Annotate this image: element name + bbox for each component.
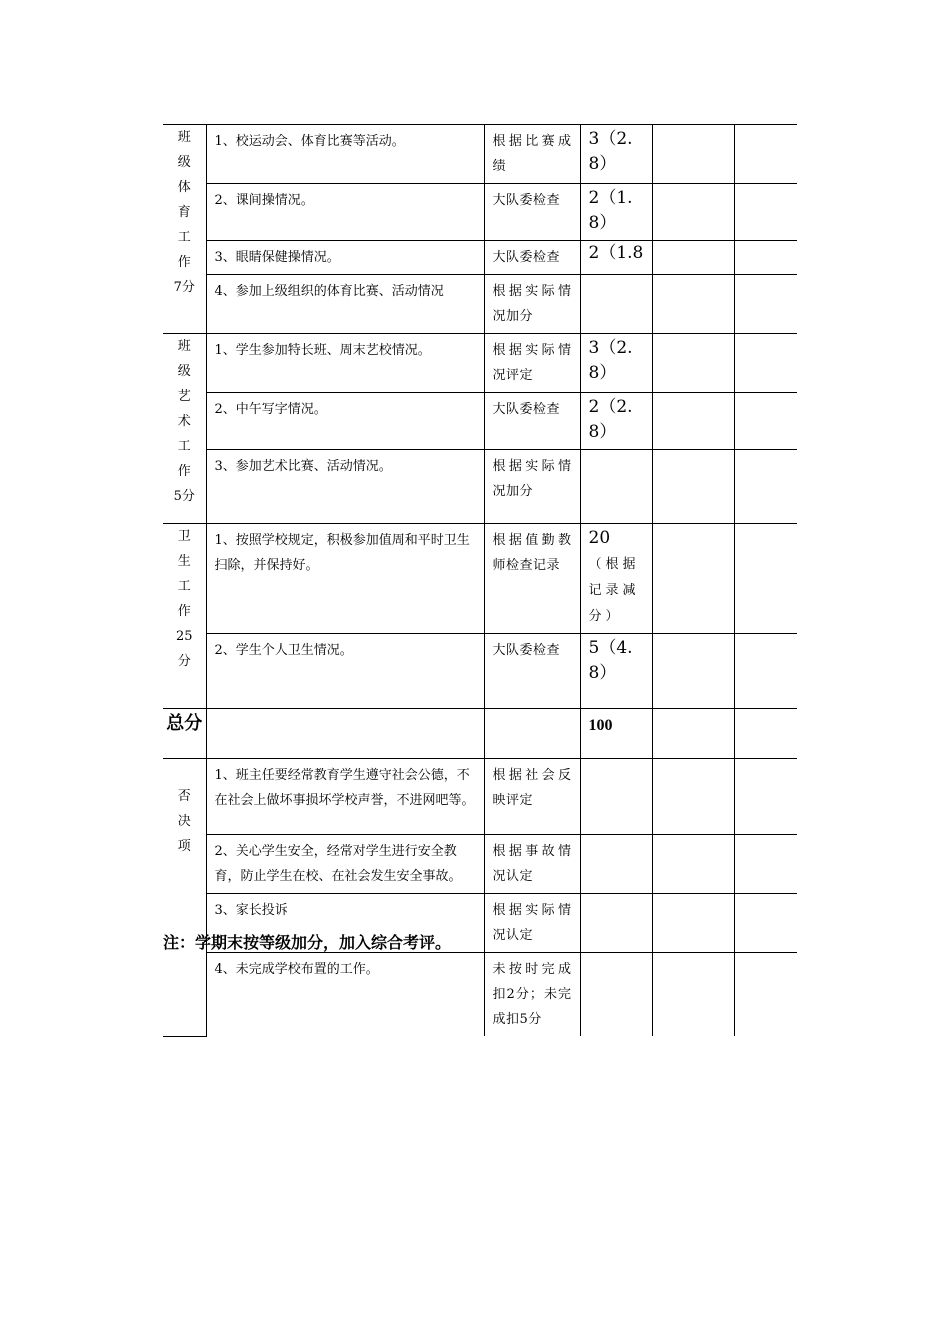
table-row bbox=[163, 450, 797, 524]
table-row bbox=[163, 709, 797, 759]
score-text: 2（2.8） bbox=[580, 393, 652, 450]
method-text: 根据实际情况认定 bbox=[484, 894, 580, 953]
method-text: 大队委检查 bbox=[484, 241, 580, 275]
blank-cell bbox=[580, 835, 652, 894]
method-text: 根据比赛成绩 bbox=[484, 125, 580, 184]
item-text: 2、关心学生安全，经常对学生进行安全教育，防止学生在校、在社会发生安全事故。 bbox=[206, 835, 484, 894]
blank-cell bbox=[734, 334, 797, 393]
blank-cell bbox=[734, 393, 797, 450]
blank-cell bbox=[734, 450, 797, 524]
item-text: 3、参加艺术比赛、活动情况。 bbox=[206, 450, 484, 524]
blank-cell bbox=[734, 894, 797, 953]
table-row bbox=[163, 241, 797, 275]
blank-cell bbox=[652, 953, 734, 1037]
method-text: 根据社会反映评定 bbox=[484, 759, 580, 835]
blank-cell bbox=[734, 709, 797, 759]
blank-cell bbox=[734, 953, 797, 1037]
item-text: 1、学生参加特长班、周末艺校情况。 bbox=[206, 334, 484, 393]
method-text: 未按时完成扣2分；未完成扣5分 bbox=[484, 953, 580, 1037]
score-text: 5（4.8） bbox=[580, 634, 652, 709]
blank-cell bbox=[652, 835, 734, 894]
table-row bbox=[163, 334, 797, 393]
score-cell bbox=[580, 524, 652, 634]
blank-cell bbox=[652, 450, 734, 524]
table-row bbox=[163, 275, 797, 334]
score-note: （根据记录减分） bbox=[588, 557, 640, 624]
blank-cell bbox=[580, 759, 652, 835]
table-row bbox=[163, 184, 797, 241]
item-text: 2、课间操情况。 bbox=[206, 184, 484, 241]
score-text bbox=[580, 275, 652, 334]
method-text: 根据实际情况加分 bbox=[484, 275, 580, 334]
footnote: 注：学期末按等级加分，加入综合考评。 bbox=[163, 933, 452, 952]
score-text: 2（1.8） bbox=[580, 184, 652, 241]
blank-cell bbox=[652, 184, 734, 241]
total-score: 100 bbox=[580, 709, 652, 759]
score-text: 2（1.8 bbox=[580, 241, 652, 275]
item-text: 1、校运动会、体育比赛等活动。 bbox=[206, 125, 484, 184]
item-text: 4、未完成学校布置的工作。 bbox=[206, 953, 484, 1037]
method-text: 根据值勤教师检查记录 bbox=[484, 524, 580, 634]
blank-cell bbox=[652, 241, 734, 275]
table-row bbox=[163, 524, 797, 634]
score-main: 20 bbox=[588, 528, 611, 548]
blank-cell bbox=[734, 634, 797, 709]
method-text: 根据实际情况评定 bbox=[484, 334, 580, 393]
blank-cell bbox=[734, 524, 797, 634]
item-text: 2、中午写字情况。 bbox=[206, 393, 484, 450]
table-row bbox=[163, 125, 797, 184]
item-text: 3、家长投诉 bbox=[206, 894, 484, 953]
category-hygiene: 卫 生 工 作 25 分 bbox=[163, 524, 206, 709]
blank-cell bbox=[652, 894, 734, 953]
method-text: 大队委检查 bbox=[484, 184, 580, 241]
method-text: 大队委检查 bbox=[484, 393, 580, 450]
total-label: 总分 bbox=[163, 709, 206, 759]
blank-cell bbox=[652, 709, 734, 759]
blank-cell bbox=[652, 634, 734, 709]
blank-cell bbox=[652, 275, 734, 334]
blank-cell bbox=[734, 125, 797, 184]
table-row bbox=[163, 634, 797, 709]
blank-cell bbox=[652, 759, 734, 835]
item-text: 1、班主任要经常教育学生遵守社会公德，不在社会上做坏事损坏学校声誉，不进网吧等。 bbox=[206, 759, 484, 835]
table-row bbox=[163, 393, 797, 450]
blank-cell bbox=[652, 125, 734, 184]
evaluation-table bbox=[163, 124, 797, 1037]
blank-cell bbox=[734, 184, 797, 241]
item-text: 3、眼睛保健操情况。 bbox=[206, 241, 484, 275]
score-text: 3（2.8） bbox=[580, 334, 652, 393]
score-text: 3（2.8） bbox=[580, 125, 652, 184]
blank-cell bbox=[652, 524, 734, 634]
category-pe: 班 级 体 育 工 作 7分 bbox=[163, 125, 206, 334]
blank-cell bbox=[734, 835, 797, 894]
item-text: 4、参加上级组织的体育比赛、活动情况 bbox=[206, 275, 484, 334]
table-row bbox=[163, 835, 797, 894]
category-art: 班 级 艺 术 工 作 5分 bbox=[163, 334, 206, 524]
blank-cell bbox=[580, 894, 652, 953]
blank-cell bbox=[734, 759, 797, 835]
method-text: 根据事故情况认定 bbox=[484, 835, 580, 894]
item-text: 2、学生个人卫生情况。 bbox=[206, 634, 484, 709]
item-text: 1、按照学校规定，积极参加值周和平时卫生扫除，并保持好。 bbox=[206, 524, 484, 634]
table-row bbox=[163, 953, 797, 1037]
blank-cell bbox=[652, 393, 734, 450]
blank-cell bbox=[652, 334, 734, 393]
blank-cell bbox=[484, 709, 580, 759]
score-text bbox=[580, 450, 652, 524]
table-row bbox=[163, 759, 797, 835]
category-veto: 否 决 项 bbox=[163, 759, 206, 1037]
method-text: 根据实际情况加分 bbox=[484, 450, 580, 524]
blank-cell bbox=[734, 241, 797, 275]
blank-cell bbox=[734, 275, 797, 334]
blank-cell bbox=[206, 709, 484, 759]
method-text: 大队委检查 bbox=[484, 634, 580, 709]
blank-cell bbox=[580, 953, 652, 1037]
